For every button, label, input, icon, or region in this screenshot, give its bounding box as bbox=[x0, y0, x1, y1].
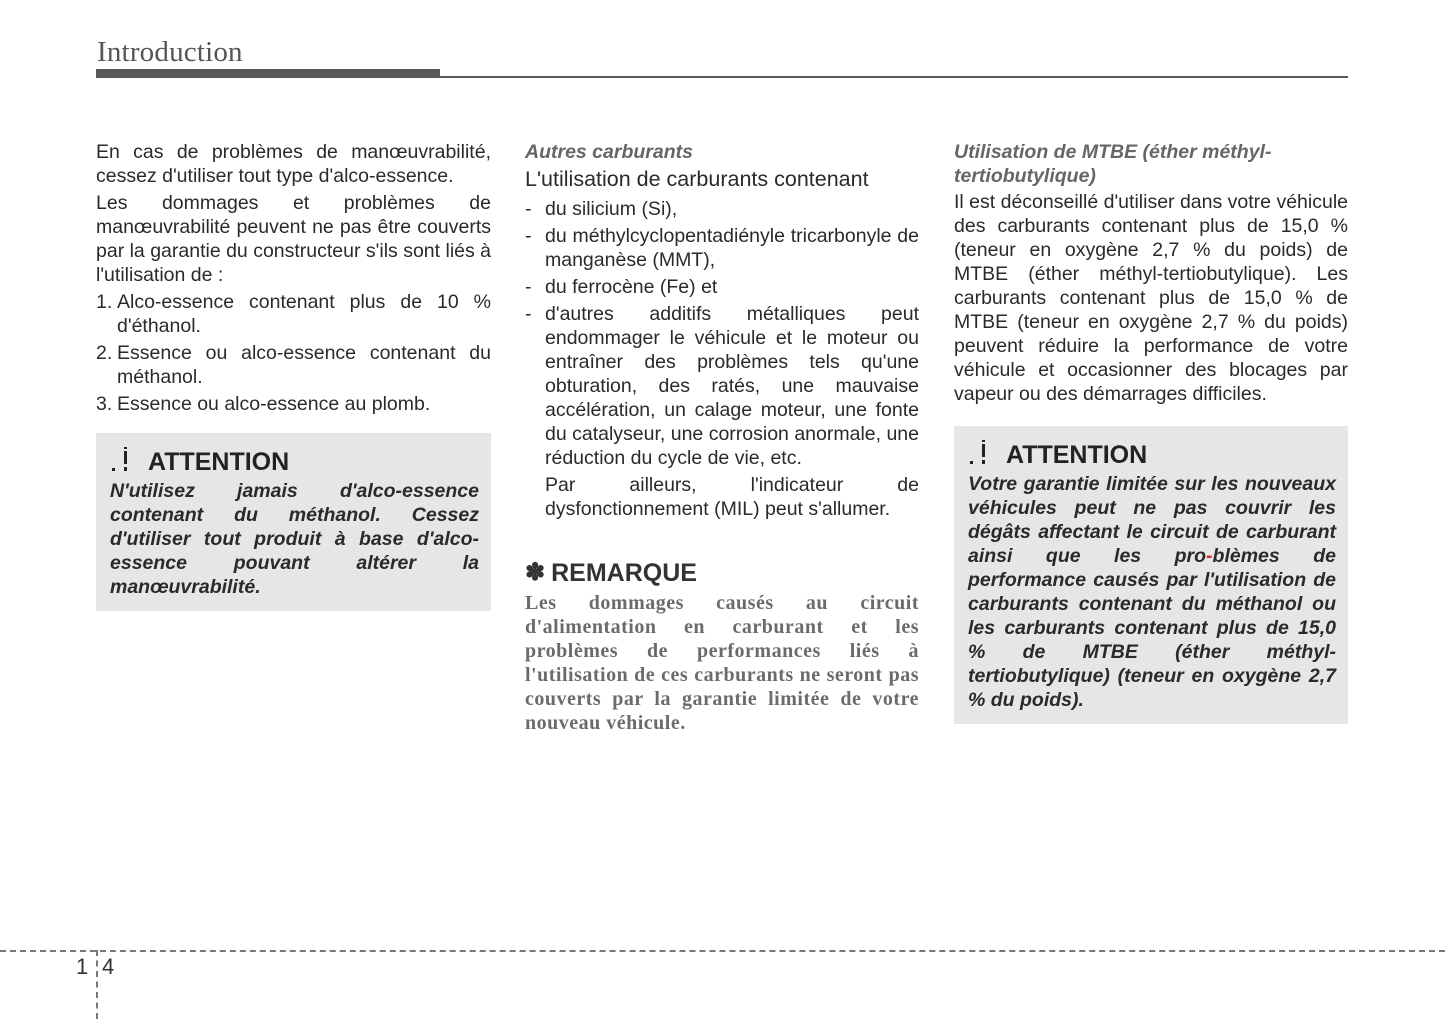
attention-title: ATTENTION bbox=[1006, 441, 1148, 469]
paragraph: L'utilisation de carburants contenant bbox=[525, 167, 869, 191]
list-text: du ferrocène (Fe) et bbox=[545, 276, 718, 298]
list-text: du silicium (Si), bbox=[545, 198, 678, 220]
page-header-title: Introduction bbox=[97, 36, 243, 68]
section-subheading: Utilisation de MTBE (éther méthyl-tertiobutylique) bbox=[954, 141, 1272, 187]
attention-title: ATTENTION bbox=[148, 448, 290, 476]
list-text: Alco-essence contenant plus de 10 % d'éthanol. bbox=[117, 291, 491, 337]
paragraph: Par ailleurs, l'indicateur de dysfonctionnement (MIL) peut s'allumer. bbox=[545, 474, 919, 520]
list-dash: - bbox=[525, 198, 532, 220]
list-item bbox=[96, 392, 491, 416]
list-item bbox=[96, 341, 491, 389]
remark-header bbox=[525, 561, 919, 585]
list-number: 1. bbox=[96, 291, 113, 313]
list-item bbox=[525, 275, 919, 299]
attention-box bbox=[954, 426, 1348, 724]
asterisk-icon: ✽ bbox=[525, 559, 546, 586]
paragraph: Il est déconseillé d'utiliser dans votre véhicule des carburants contenant plus de 15,0 % (teneur en oxygène 2,7 % du poids) de MTBE (éther méthyl-tertiobutylique). Les carburants contenant plus de 15,0 % de MTBE (teneur en oxygène 2,7 % du poids) peuvent réduire la performance de votre véhicule et occasionner des blocages par vapeur ou des démarrages difficiles. bbox=[954, 191, 1348, 405]
list-dash: - bbox=[525, 303, 532, 325]
list-item bbox=[525, 197, 919, 221]
footer-dashed-divider bbox=[96, 950, 98, 1019]
header-bar bbox=[96, 69, 440, 78]
page-number: 4 bbox=[102, 954, 115, 979]
column-2 bbox=[525, 140, 919, 735]
list-item bbox=[96, 290, 491, 338]
section-subheading: Autres carburants bbox=[525, 141, 693, 163]
attention-box bbox=[96, 433, 491, 611]
footer-dashed-rule bbox=[0, 950, 1445, 952]
column-1 bbox=[96, 140, 491, 611]
list-dash: - bbox=[525, 276, 532, 298]
attention-text bbox=[968, 472, 1336, 712]
list-text: Essence ou alco-essence au plomb. bbox=[117, 393, 431, 415]
section-number: 1 bbox=[76, 954, 89, 979]
list-number: 3. bbox=[96, 393, 113, 415]
column-3 bbox=[954, 140, 1348, 724]
attention-text: N'utilisez jamais d'alco-essence contenant du méthanol. Cessez d'utiliser tout produit à base d'alco-essence pouvant altérer la manœuvrabilité. bbox=[110, 480, 479, 598]
list-text: d'autres additifs métalliques peut endommager le véhicule et le moteur ou entraîner des problèmes tels qu'une obturation, des ratés, une mauvaise accélération, un calage moteur, une fonte du catalyseur, une corrosion anormale, une réduction du cycle de vie, etc. bbox=[545, 303, 919, 469]
remark-text: Les dommages causés au circuit d'alimentation en carburant et les problèmes de performances liés à l'utilisation de ces carburants ne seront pas couverts par la garantie limitée de votre nouveau véhicule. bbox=[525, 592, 919, 734]
hyphen: - bbox=[1206, 545, 1213, 567]
attention-header bbox=[110, 445, 479, 479]
list-dash: - bbox=[525, 225, 532, 247]
header-rule bbox=[440, 76, 1348, 78]
list-item bbox=[525, 224, 919, 272]
list-text: Essence ou alco-essence contenant du méthanol. bbox=[117, 342, 491, 388]
warning-icon bbox=[968, 440, 1006, 471]
remark-title: REMARQUE bbox=[551, 559, 697, 587]
attention-text-part: blèmes de performance causés par l'utilisation de carburants contenant du méthanol ou les carburants contenant plus de 15,0 % de MTBE (éther méthyl- tertiobutylique) (teneur en oxygène 2,7 % du poids). bbox=[968, 545, 1336, 711]
list-number: 2. bbox=[96, 342, 113, 364]
list-text: du méthylcyclopentadiényle tricarbonyle de manganèse (MMT), bbox=[545, 225, 919, 271]
warning-icon bbox=[110, 447, 148, 478]
list-item bbox=[525, 302, 919, 470]
attention-text-part: Votre garantie limitée sur les nouveaux véhicules peut ne pas couvrir les dégâts affectant le circuit de carburant ainsi que les pro bbox=[968, 473, 1336, 567]
paragraph: En cas de problèmes de manœuvrabilité, cessez d'utiliser tout type d'alco-essence. bbox=[96, 141, 491, 187]
attention-header bbox=[968, 438, 1336, 472]
paragraph: Les dommages et problèmes de manœuvrabilité peuvent ne pas être couverts par la garantie du constructeur s'ils sont liés à l'utilisation de : bbox=[96, 192, 492, 286]
